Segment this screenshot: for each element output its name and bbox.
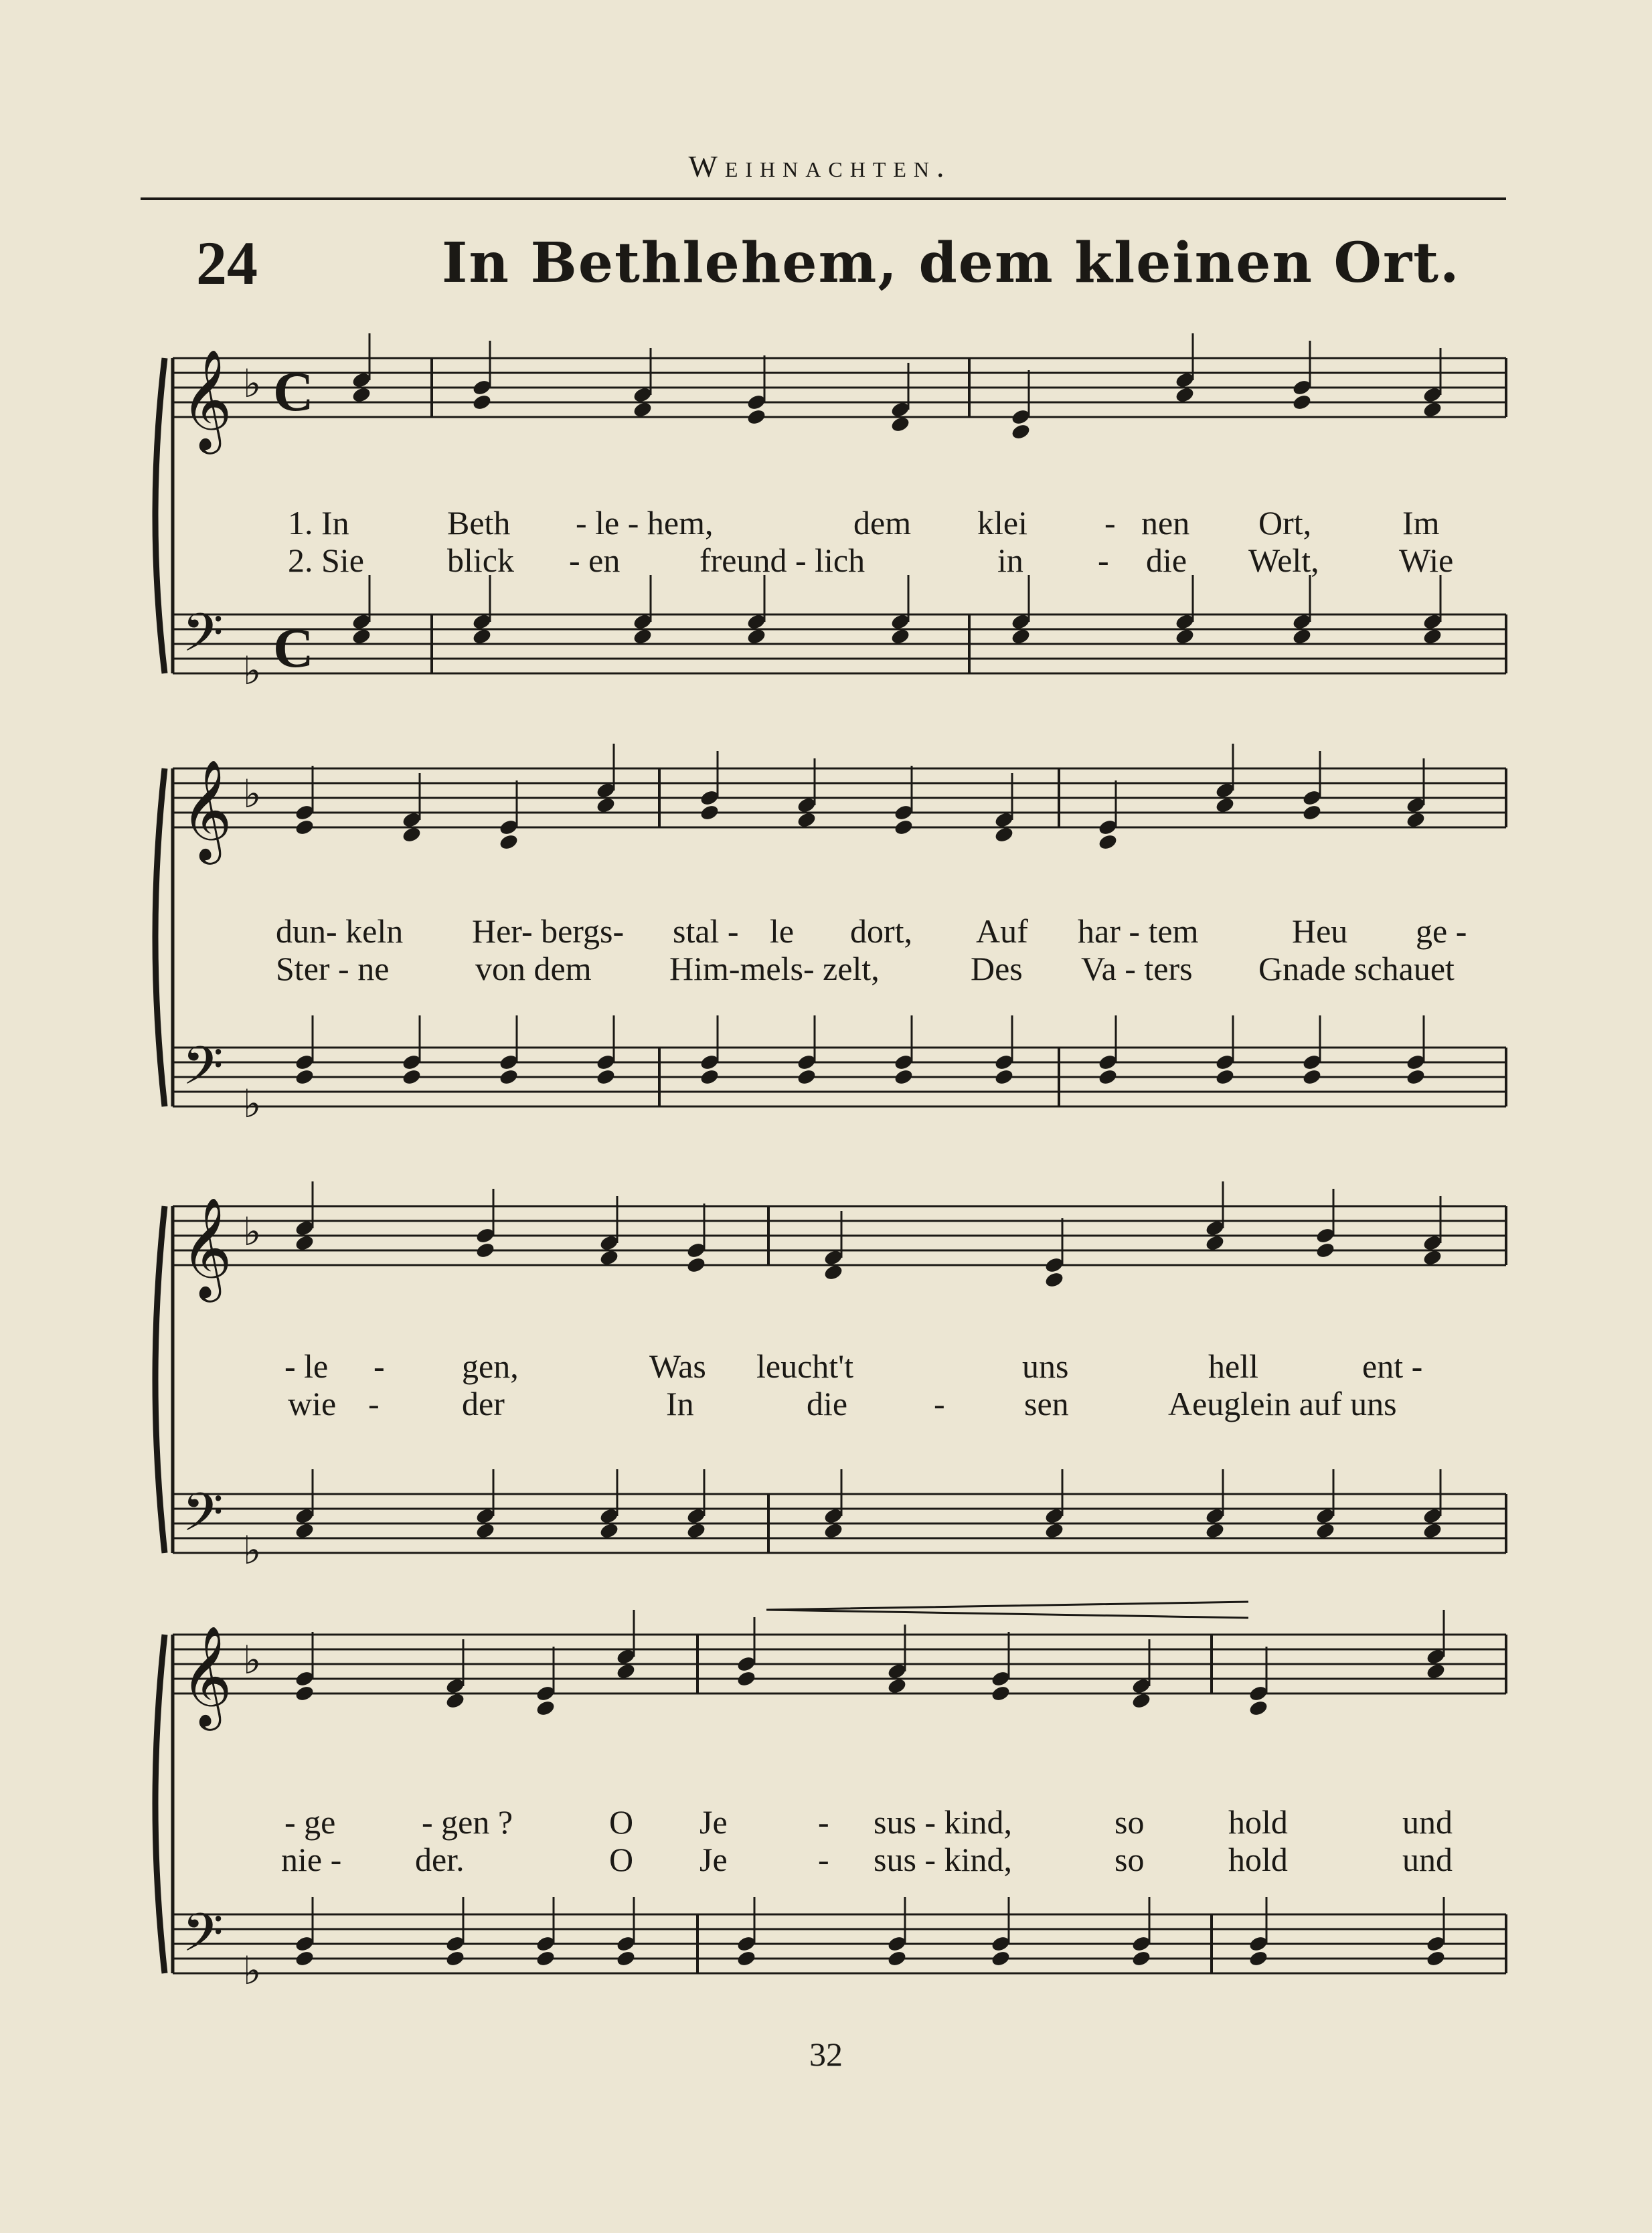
lyric-syllable: stal - [673,912,739,950]
bass-note [1425,1949,1446,1967]
lyric-syllable: Was [649,1347,706,1385]
lyric-syllable: hold [1228,1803,1288,1841]
lyric-syllable: Him-mels- zelt, [669,950,880,987]
treble-note [1301,803,1322,821]
lyric-syllable: nen [1141,504,1190,542]
bass-note [498,1068,519,1086]
bass-note [1301,1068,1322,1086]
lyric-syllable: - [1104,504,1116,542]
bass-note [595,1068,616,1086]
lyric-syllable: 1. In [288,504,349,542]
system-4 [155,1610,1506,1993]
treble-note [1315,1241,1335,1259]
bass-clef-icon: 𝄢 [182,1481,224,1556]
treble-note [1010,422,1031,440]
section-header: Weihnachten. [688,149,952,183]
treble-note [736,1669,756,1687]
lyric-syllable: Va - ters [1081,950,1193,987]
bass-note [893,1068,914,1086]
lyric-syllable: - ge [284,1803,336,1841]
bass-clef-icon: 𝄢 [182,1902,224,1977]
flat-icon: ♭ [243,1209,262,1254]
lyric-syllable: Je [699,1803,728,1841]
flat-icon: ♭ [243,771,262,817]
treble-note [498,833,519,851]
treble-note [699,803,720,821]
lyric-syllable: gen, [462,1347,519,1385]
lyric-syllable: In [666,1385,694,1422]
lyric-syllable: wie [288,1385,337,1422]
lyric-syllable: die [1146,542,1187,579]
lyric-syllable: Wie [1399,542,1454,579]
bass-note [699,1068,720,1086]
lyric-syllable: - [1098,542,1109,579]
lyric-syllable: hold [1228,1841,1288,1878]
bass-note [294,1068,315,1086]
lyric-syllable: har - tem [1078,912,1199,950]
treble-note [294,1684,315,1702]
bass-note [990,1949,1011,1967]
lyric-syllable: - [374,1347,385,1385]
lyric-syllable: 2. Sie [288,542,364,579]
lyric-syllable: O [609,1841,634,1878]
lyric-syllable: Im [1402,504,1440,542]
lyric-syllable: die [807,1385,848,1422]
lyric-syllable: der. [415,1841,465,1878]
treble-clef-icon: 𝄞 [181,348,232,450]
lyric-syllable: so [1114,1803,1145,1841]
flat-icon: ♭ [243,1081,262,1127]
bass-note [294,1949,315,1967]
lyric-syllable: dem [853,504,912,542]
lyric-syllable: - [818,1803,829,1841]
treble-note [535,1699,556,1717]
bass-note [1405,1068,1426,1086]
flat-icon: ♭ [243,1527,262,1573]
lyric-syllable: klei [977,504,1027,542]
bass-note [615,1949,636,1967]
lyric-syllable: von dem [475,950,592,987]
lyric-syllable: - le [284,1347,329,1385]
lyric-syllable: und [1402,1841,1453,1878]
lyric-syllable: dun- keln [276,912,404,950]
flat-icon: ♭ [243,361,262,406]
treble-note [1097,833,1118,851]
treble-note [475,1241,495,1259]
lyric-syllable: nie - [281,1841,342,1878]
treble-note [746,408,766,426]
lyric-syllable: - le - hem, [576,504,714,542]
lyric-syllable: Aeuglein auf uns [1168,1385,1397,1422]
lyric-syllable: der [462,1385,505,1422]
treble-note [990,1684,1011,1702]
flat-icon: ♭ [243,648,262,693]
crescendo-hairpin [766,1602,1248,1618]
lyric-syllable: O [609,1803,634,1841]
flat-icon: ♭ [243,1637,262,1683]
flat-icon: ♭ [243,1948,262,1993]
lyric-syllable: Her- bergs- [472,912,625,950]
lyric-syllable: Je [699,1841,728,1878]
lyric-syllable: - gen ? [422,1803,513,1841]
bass-note [736,1949,756,1967]
treble-note [1248,1699,1268,1717]
treble-clef-icon: 𝄞 [181,1196,232,1298]
bass-note [444,1949,465,1967]
lyric-syllable: dort, [850,912,913,950]
bass-clef-icon: 𝄢 [182,1035,224,1110]
lyric-syllable: in [997,542,1023,579]
lyric-syllable: Welt, [1248,542,1319,579]
bass-note [796,1068,817,1086]
bass-note [993,1068,1014,1086]
bass-note [886,1949,907,1967]
treble-note [1044,1270,1064,1289]
common-time-icon: C [273,617,314,679]
lyric-syllable: Ster - ne [276,950,390,987]
hymn-title: In Bethlehem, dem kleinen Ort. [442,231,1461,295]
lyric-syllable: uns [1022,1347,1069,1385]
lyric-syllable: ent - [1362,1347,1423,1385]
lyric-syllable: ge - [1416,912,1467,950]
treble-clef-icon: 𝄞 [181,1625,232,1726]
system-brace [155,358,165,673]
lyric-syllable: Beth [447,504,511,542]
treble-note [893,818,914,836]
lyric-syllable: sus - kind, [874,1803,1012,1841]
lyric-syllable: Auf [976,912,1028,950]
bass-clef-icon: 𝄢 [182,602,224,677]
system-brace [155,768,165,1106]
bass-note [535,1949,556,1967]
bass-note [1248,1949,1268,1967]
lyric-syllable: - [934,1385,945,1422]
lyric-syllable: und [1402,1803,1453,1841]
page-number: 32 [809,2036,843,2073]
lyric-syllable: Heu [1292,912,1348,950]
lyric-syllable: Des [971,950,1023,987]
lyric-syllable: Ort, [1258,504,1312,542]
bass-note [1131,1949,1151,1967]
hymn-number: 24 [196,229,258,297]
lyric-syllable: hell [1208,1347,1258,1385]
common-time-icon: C [273,361,314,423]
lyric-syllable: leucht't [756,1347,854,1385]
lyric-syllable: so [1114,1841,1145,1878]
bass-note [401,1068,422,1086]
lyric-syllable: - [818,1841,829,1878]
lyric-syllable: sen [1024,1385,1069,1422]
lyric-syllable: freund - lich [699,542,865,579]
lyric-syllable: - [368,1385,380,1422]
lyric-syllable: blick [447,542,514,579]
treble-clef-icon: 𝄞 [181,758,232,860]
lyric-syllable: Gnade schauet [1258,950,1455,987]
system-brace [155,1206,165,1553]
lyric-syllable: le [770,912,795,950]
lyric-syllable: - en [569,542,621,579]
treble-note [685,1256,706,1274]
system-brace [155,1635,165,1973]
treble-note [294,818,315,836]
bass-note [1214,1068,1235,1086]
bass-note [1097,1068,1118,1086]
lyric-syllable: sus - kind, [874,1841,1012,1878]
treble-note [471,393,492,411]
treble-note [1291,393,1312,411]
